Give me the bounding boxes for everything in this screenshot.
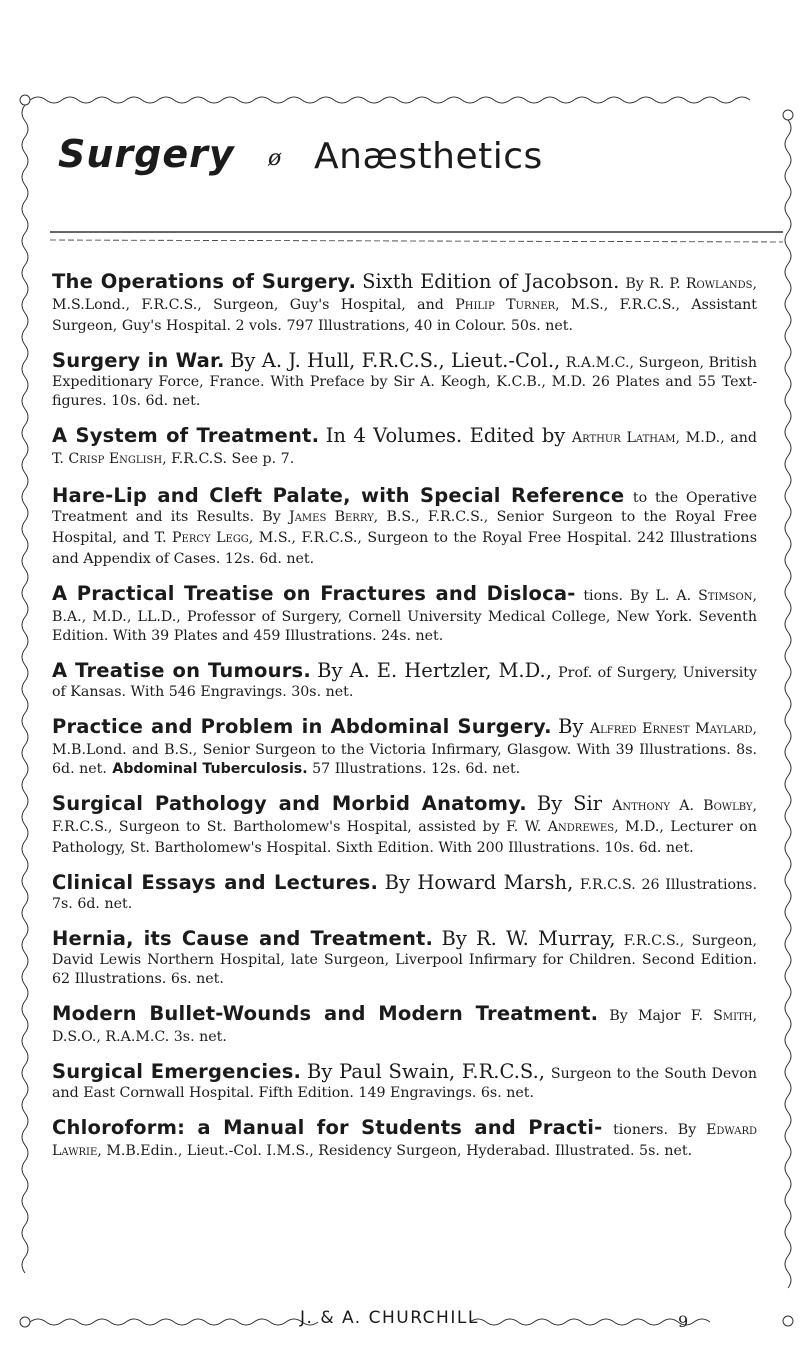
book-description: , B.A., M.D., LL.D., Professor of Surgery, Cornell University Medical College, New York. Seventh Edition. With 39 Plates and 459 Illustrations. 24s. net. (52, 588, 757, 644)
book-description: to the Operative Treatment and its Results. By (52, 490, 757, 525)
book-list (52, 272, 757, 1178)
author-name: Arthur Latham (571, 430, 676, 446)
book-description: Prof. of Surgery, University of Kansas. With 546 Engravings. 30s. net. (52, 665, 758, 700)
book-entry-hernia (52, 929, 757, 987)
author-name: Stimson (698, 588, 753, 604)
header-anaesthetics: Anæsthetics (314, 136, 543, 177)
book-entry-surgical-pathology (52, 794, 757, 856)
book-description: , M.S., F.R.C.S., Assistant Surgeon, Guy's Hospital. 2 vols. 797 Illustrations, 40 in Colour. 50s. net. (52, 297, 758, 334)
book-entry-chloroform (52, 1118, 757, 1161)
book-description: tions. By L. A. (583, 588, 699, 604)
book-title: Surgical Emergencies. (52, 1060, 302, 1083)
author-name: James Berry (289, 509, 374, 525)
book-description: R.A.M.C., Surgeon, British Expeditionary Force, France. With Preface by Sir A. Keogh, K.C.B., M.D. 26 Plates and 55 Text-figures. 10s. 6d. net. (52, 355, 757, 409)
book-entry-clinical-essays (52, 873, 757, 912)
book-description: By R. P. (625, 276, 686, 292)
author-name: Percy Legg (172, 530, 249, 546)
book-entry-system-of-treatment (52, 426, 757, 469)
book-author: By A. E. Hertzler, M.D., (317, 659, 552, 682)
author-name: Rowlands (685, 276, 753, 292)
book-entry-fractures (52, 584, 757, 644)
book-author: By Paul Swain, F.R.C.S., (307, 1060, 545, 1083)
book-title: Chloroform: a Manual for Students and Practi- (52, 1116, 603, 1139)
book-description: 57 Illustrations. 12s. 6d. net. (307, 761, 521, 777)
book-description: , M.B.Lond. and B.S., Senior Surgeon to the Victoria Infirmary, Glasgow. With 39 Illustrations. 8s. 6d. net. (52, 721, 757, 777)
page-number: 9 (678, 1312, 689, 1331)
book-entry-surgery-in-war (52, 351, 757, 409)
author-name: Andrewes (547, 819, 615, 835)
book-description: F.R.C.S., Surgeon, David Lewis Northern Hospital, late Surgeon, Liverpool Infirmary for Children. Second Edition. 62 Illustrations. 6s. net. (52, 933, 757, 987)
book-title: A Practical Treatise on Fractures and Disloca- (52, 582, 576, 605)
ornament-icon: ø (268, 146, 282, 171)
book-description: Surgeon to the South Devon and East Cornwall Hospital. Fifth Edition. 149 Engravings. 6s. net. (52, 1066, 757, 1101)
book-author: By R. W. Murray, (441, 927, 616, 950)
book-author: Sixth Edition of Jacobson. (362, 270, 620, 293)
book-description: , M.D., Lecturer on Pathology, St. Bartholomew's Hospital. Sixth Edition. With 200 Illustrations. 10s. 6d. net. (52, 819, 757, 856)
book-title: Clinical Essays and Lectures. (52, 871, 379, 894)
book-title: Practice and Problem in Abdominal Surgery. (52, 715, 552, 738)
subtitle-abdominal-tuberculosis: Abdominal Tuberculosis. (112, 761, 308, 777)
book-title: Modern Bullet-Wounds and Modern Treatment. (52, 1002, 599, 1025)
book-author: By A. J. Hull, F.R.C.S., Lieut.-Col., (230, 349, 561, 372)
book-entry-abdominal-surgery (52, 717, 757, 777)
book-title: A Treatise on Tumours. (52, 659, 311, 682)
book-entry-tumours (52, 661, 757, 700)
book-description: By Major F. (609, 1008, 714, 1024)
book-description: , F.R.C.S., Surgeon to St. Bartholomew's Hospital, assisted by F. W. (52, 798, 758, 835)
author-name: Anthony A. Bowlby (612, 798, 753, 814)
page-header (42, 132, 762, 202)
book-title: A System of Treatment. (52, 424, 320, 447)
publisher-name: J. & A. CHURCHILL (300, 1308, 479, 1328)
book-entry-bullet-wounds (52, 1004, 757, 1045)
book-author: In 4 Volumes. Edited by (325, 424, 566, 447)
book-description: F.R.C.S. 26 Illustrations. 7s. 6d. net. (52, 877, 757, 912)
book-entry-operations (52, 272, 757, 334)
book-author: By Sir (536, 792, 603, 815)
author-name: Philip Turner (455, 297, 556, 313)
header-surgery: Surgery (58, 132, 235, 176)
page-footer (0, 1306, 800, 1334)
book-title: Hare-Lip and Cleft Palate, with Special Reference (52, 484, 625, 507)
book-description: , B.S., F.R.C.S., Senior Surgeon to the Royal Free Hospital, and T. (52, 509, 757, 546)
book-author: By (558, 715, 584, 738)
author-name: Edward Lawrie (52, 1122, 757, 1159)
book-author: By Howard Marsh, (384, 871, 574, 894)
book-description: , M.B.Edin., Lieut.-Col. I.M.S., Residency Surgeon, Hyderabad. Illustrated. 5s. net. (97, 1143, 693, 1159)
book-entry-hare-lip (52, 486, 757, 567)
author-name: Alfred Ernest Maylard (589, 721, 753, 737)
book-description: tioners. By (613, 1122, 707, 1138)
book-description: , M.D., and T. (52, 430, 757, 467)
author-name: Smith (713, 1008, 753, 1024)
book-entry-surgical-emergencies (52, 1062, 757, 1101)
book-description: , F.R.C.S. See p. 7. (162, 451, 295, 467)
author-name: Crisp English (68, 451, 163, 467)
book-title: Hernia, its Cause and Treatment. (52, 927, 434, 950)
book-title: Surgical Pathology and Morbid Anatomy. (52, 792, 527, 815)
book-title: The Operations of Surgery. (52, 270, 357, 293)
book-title: Surgery in War. (52, 349, 225, 372)
book-description: , M.S.Lond., F.R.C.S., Surgeon, Guy's Hospital, and (52, 276, 757, 313)
book-description: , D.S.O., R.A.M.C. 3s. net. (52, 1008, 757, 1045)
book-description: , M.S., F.R.C.S., Surgeon to the Royal Free Hospital. 242 Illustrations and Appendix of Cases. 12s. 6d. net. (52, 530, 757, 567)
